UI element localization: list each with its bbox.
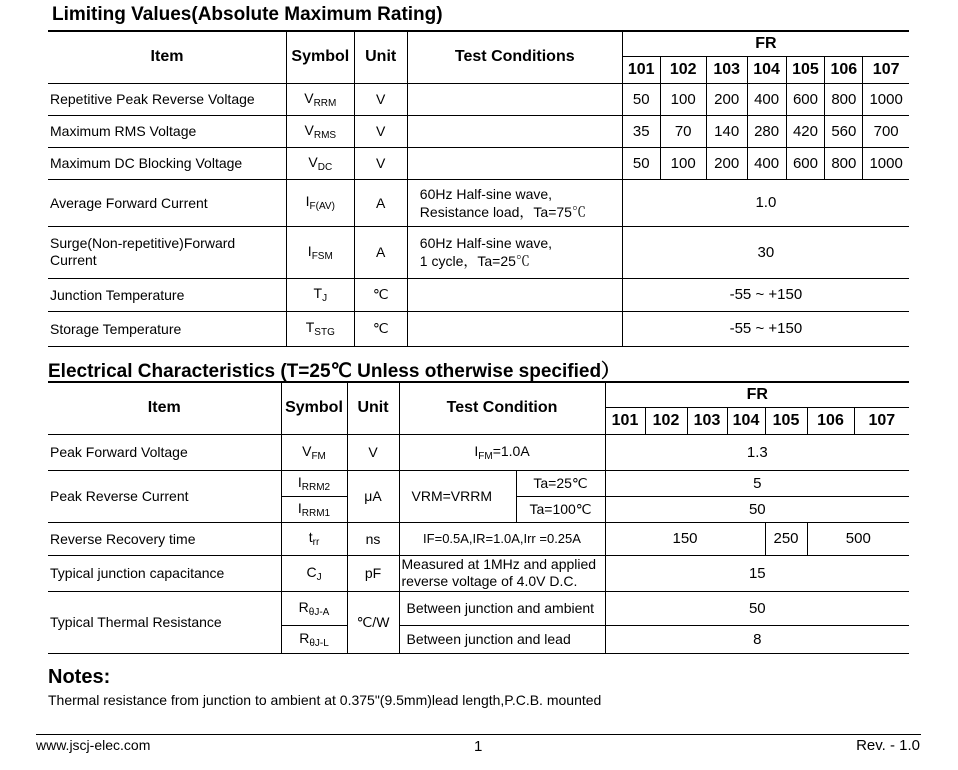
electrical-characteristics-title: Electrical Characteristics (T=25℃ Unless otherwise specified）: [48, 361, 621, 382]
value-cell: 280: [747, 115, 786, 147]
symbol-cell: $T_J$: [287, 278, 355, 311]
item-label: Maximum DC Blocking Voltage: [48, 147, 287, 179]
part-number: 101: [605, 407, 645, 434]
header-item: Item: [48, 31, 287, 83]
value-cell: 50: [622, 147, 660, 179]
value-cell: 35: [622, 115, 660, 147]
part-number: 102: [660, 56, 706, 83]
table-row: [48, 591, 909, 625]
part-number: 103: [706, 56, 747, 83]
limiting-values-title: Limiting Values(Absolute Maximum Rating): [52, 4, 443, 25]
footer-revision: Rev. - 1.0: [856, 737, 920, 754]
symbol-cell: $t_{rr}$: [281, 522, 347, 555]
header-unit: Unit: [347, 382, 399, 434]
value-cell: 5: [605, 470, 909, 496]
temperature-cell: Ta=25℃: [516, 470, 605, 496]
table-row: [48, 115, 909, 147]
item-label: Storage Temperature: [48, 311, 287, 346]
table-row: [48, 226, 909, 278]
footer-website: www.jscj-elec.com: [36, 737, 151, 753]
header-series: FR: [605, 382, 909, 407]
part-number: 101: [622, 56, 660, 83]
value-cell: 50: [622, 83, 660, 115]
item-label: Maximum RMS Voltage: [48, 115, 287, 147]
symbol-cell: $R_{\theta J-A}$: [281, 591, 347, 625]
header-conditions: Test Conditions: [407, 31, 622, 83]
condition-cell: 60Hz Half-sine wave, 1 cycle，Ta=25℃: [407, 226, 622, 278]
notes-text: Thermal resistance from junction to ambient at 0.375"(9.5mm)lead length,P.C.B. mounted: [48, 692, 602, 708]
item-label: Average Forward Current: [48, 179, 287, 226]
value-cell: 50: [605, 591, 909, 625]
part-number: 105: [786, 56, 825, 83]
value-cell: 1.0: [622, 179, 909, 226]
symbol-cell: $I_{RRM2}$: [281, 470, 347, 496]
condition-cell: [407, 83, 622, 115]
symbol-cell: $C_J$: [281, 555, 347, 591]
part-number: 106: [825, 56, 863, 83]
value-cell: 8: [605, 625, 909, 653]
symbol-cell: $V_{RRM}$: [287, 83, 355, 115]
value-cell: 1.3: [605, 434, 909, 470]
value-cell: -55 ~ +150: [622, 278, 909, 311]
value-cell: 500: [807, 522, 909, 555]
value-cell: 200: [706, 83, 747, 115]
value-cell: 70: [660, 115, 706, 147]
condition-cell: Measured at 1MHz and applied reverse voltage of 4.0V D.C.: [399, 555, 605, 591]
notes-title: Notes:: [48, 666, 111, 688]
symbol-cell: $I_{F(AV)}$: [287, 179, 355, 226]
value-cell: 140: [706, 115, 747, 147]
symbol-cell: $R_{\theta J-L}$: [281, 625, 347, 653]
table-row: [48, 179, 909, 226]
part-number: 102: [645, 407, 687, 434]
table-row: [48, 434, 909, 470]
unit-cell: μA: [347, 470, 399, 522]
unit-cell: ℃/W: [347, 591, 399, 653]
item-label: Peak Reverse Current: [48, 470, 281, 522]
electrical-characteristics-table: [48, 381, 909, 654]
value-cell: 30: [622, 226, 909, 278]
header-conditions: Test Condition: [399, 382, 605, 434]
table-row: [48, 311, 909, 346]
header-series: FR: [622, 31, 909, 56]
symbol-cell: $I_{RRM1}$: [281, 496, 347, 522]
table-row: [48, 147, 909, 179]
value-cell: 150: [605, 522, 765, 555]
unit-cell: A: [354, 226, 407, 278]
symbol-cell: $V_{RMS}$: [287, 115, 355, 147]
item-label: Surge(Non-repetitive)Forward Current: [48, 226, 287, 278]
value-cell: 1000: [863, 147, 909, 179]
header-item: Item: [48, 382, 281, 434]
item-label: Reverse Recovery time: [48, 522, 281, 555]
value-cell: 1000: [863, 83, 909, 115]
unit-cell: pF: [347, 555, 399, 591]
value-cell: 50: [605, 496, 909, 522]
part-number: 104: [747, 56, 786, 83]
symbol-cell: $T_{STG}$: [287, 311, 355, 346]
item-label: Repetitive Peak Reverse Voltage: [48, 83, 287, 115]
unit-cell: A: [354, 179, 407, 226]
part-number: 103: [687, 407, 727, 434]
condition-cell: VRM=VRRM: [399, 470, 516, 522]
part-number: 106: [807, 407, 854, 434]
part-number: 104: [727, 407, 765, 434]
item-label: Junction Temperature: [48, 278, 287, 311]
value-cell: 100: [660, 147, 706, 179]
value-cell: 100: [660, 83, 706, 115]
unit-cell: ℃: [354, 311, 407, 346]
header-unit: Unit: [354, 31, 407, 83]
unit-cell: V: [354, 83, 407, 115]
value-cell: 200: [706, 147, 747, 179]
condition-cell: IF=0.5A,IR=1.0A,Irr =0.25A: [399, 522, 605, 555]
unit-cell: ns: [347, 522, 399, 555]
value-cell: 600: [786, 147, 825, 179]
condition-cell: [407, 147, 622, 179]
table-row: [48, 522, 909, 555]
condition-cell: Between junction and ambient: [399, 591, 605, 625]
unit-cell: V: [354, 147, 407, 179]
condition-cell: Between junction and lead: [399, 625, 605, 653]
unit-cell: V: [347, 434, 399, 470]
value-cell: 400: [747, 83, 786, 115]
part-number: 105: [765, 407, 807, 434]
footer-page-number: 1: [474, 738, 483, 755]
table-row: [48, 278, 909, 311]
symbol-cell: $V_{DC}$: [287, 147, 355, 179]
condition-cell: [407, 278, 622, 311]
value-cell: 700: [863, 115, 909, 147]
value-cell: 400: [747, 147, 786, 179]
value-cell: 800: [825, 147, 863, 179]
value-cell: 600: [786, 83, 825, 115]
symbol-cell: $I_{FSM}$: [287, 226, 355, 278]
header-symbol: Symbol: [287, 31, 355, 83]
symbol-cell: $V_{FM}$: [281, 434, 347, 470]
unit-cell: ℃: [354, 278, 407, 311]
condition-cell: [407, 115, 622, 147]
item-label: Typical junction capacitance: [48, 555, 281, 591]
condition-cell: 60Hz Half-sine wave, Resistance load，Ta=75℃: [407, 179, 622, 226]
part-number: 107: [863, 56, 909, 83]
item-label: Typical Thermal Resistance: [48, 591, 281, 653]
part-number: 107: [854, 407, 909, 434]
condition-cell: $I_{FM}=1.0A$: [399, 434, 605, 470]
value-cell: 800: [825, 83, 863, 115]
unit-cell: V: [354, 115, 407, 147]
item-label: Peak Forward Voltage: [48, 434, 281, 470]
table-row: [48, 470, 909, 496]
value-cell: 15: [605, 555, 909, 591]
table-row: [48, 83, 909, 115]
value-cell: 420: [786, 115, 825, 147]
footer-divider: [36, 734, 921, 735]
table-row: [48, 555, 909, 591]
limiting-values-table: [48, 30, 909, 347]
temperature-cell: Ta=100℃: [516, 496, 605, 522]
value-cell: 560: [825, 115, 863, 147]
value-cell: -55 ~ +150: [622, 311, 909, 346]
value-cell: 250: [765, 522, 807, 555]
header-symbol: Symbol: [281, 382, 347, 434]
condition-cell: [407, 311, 622, 346]
